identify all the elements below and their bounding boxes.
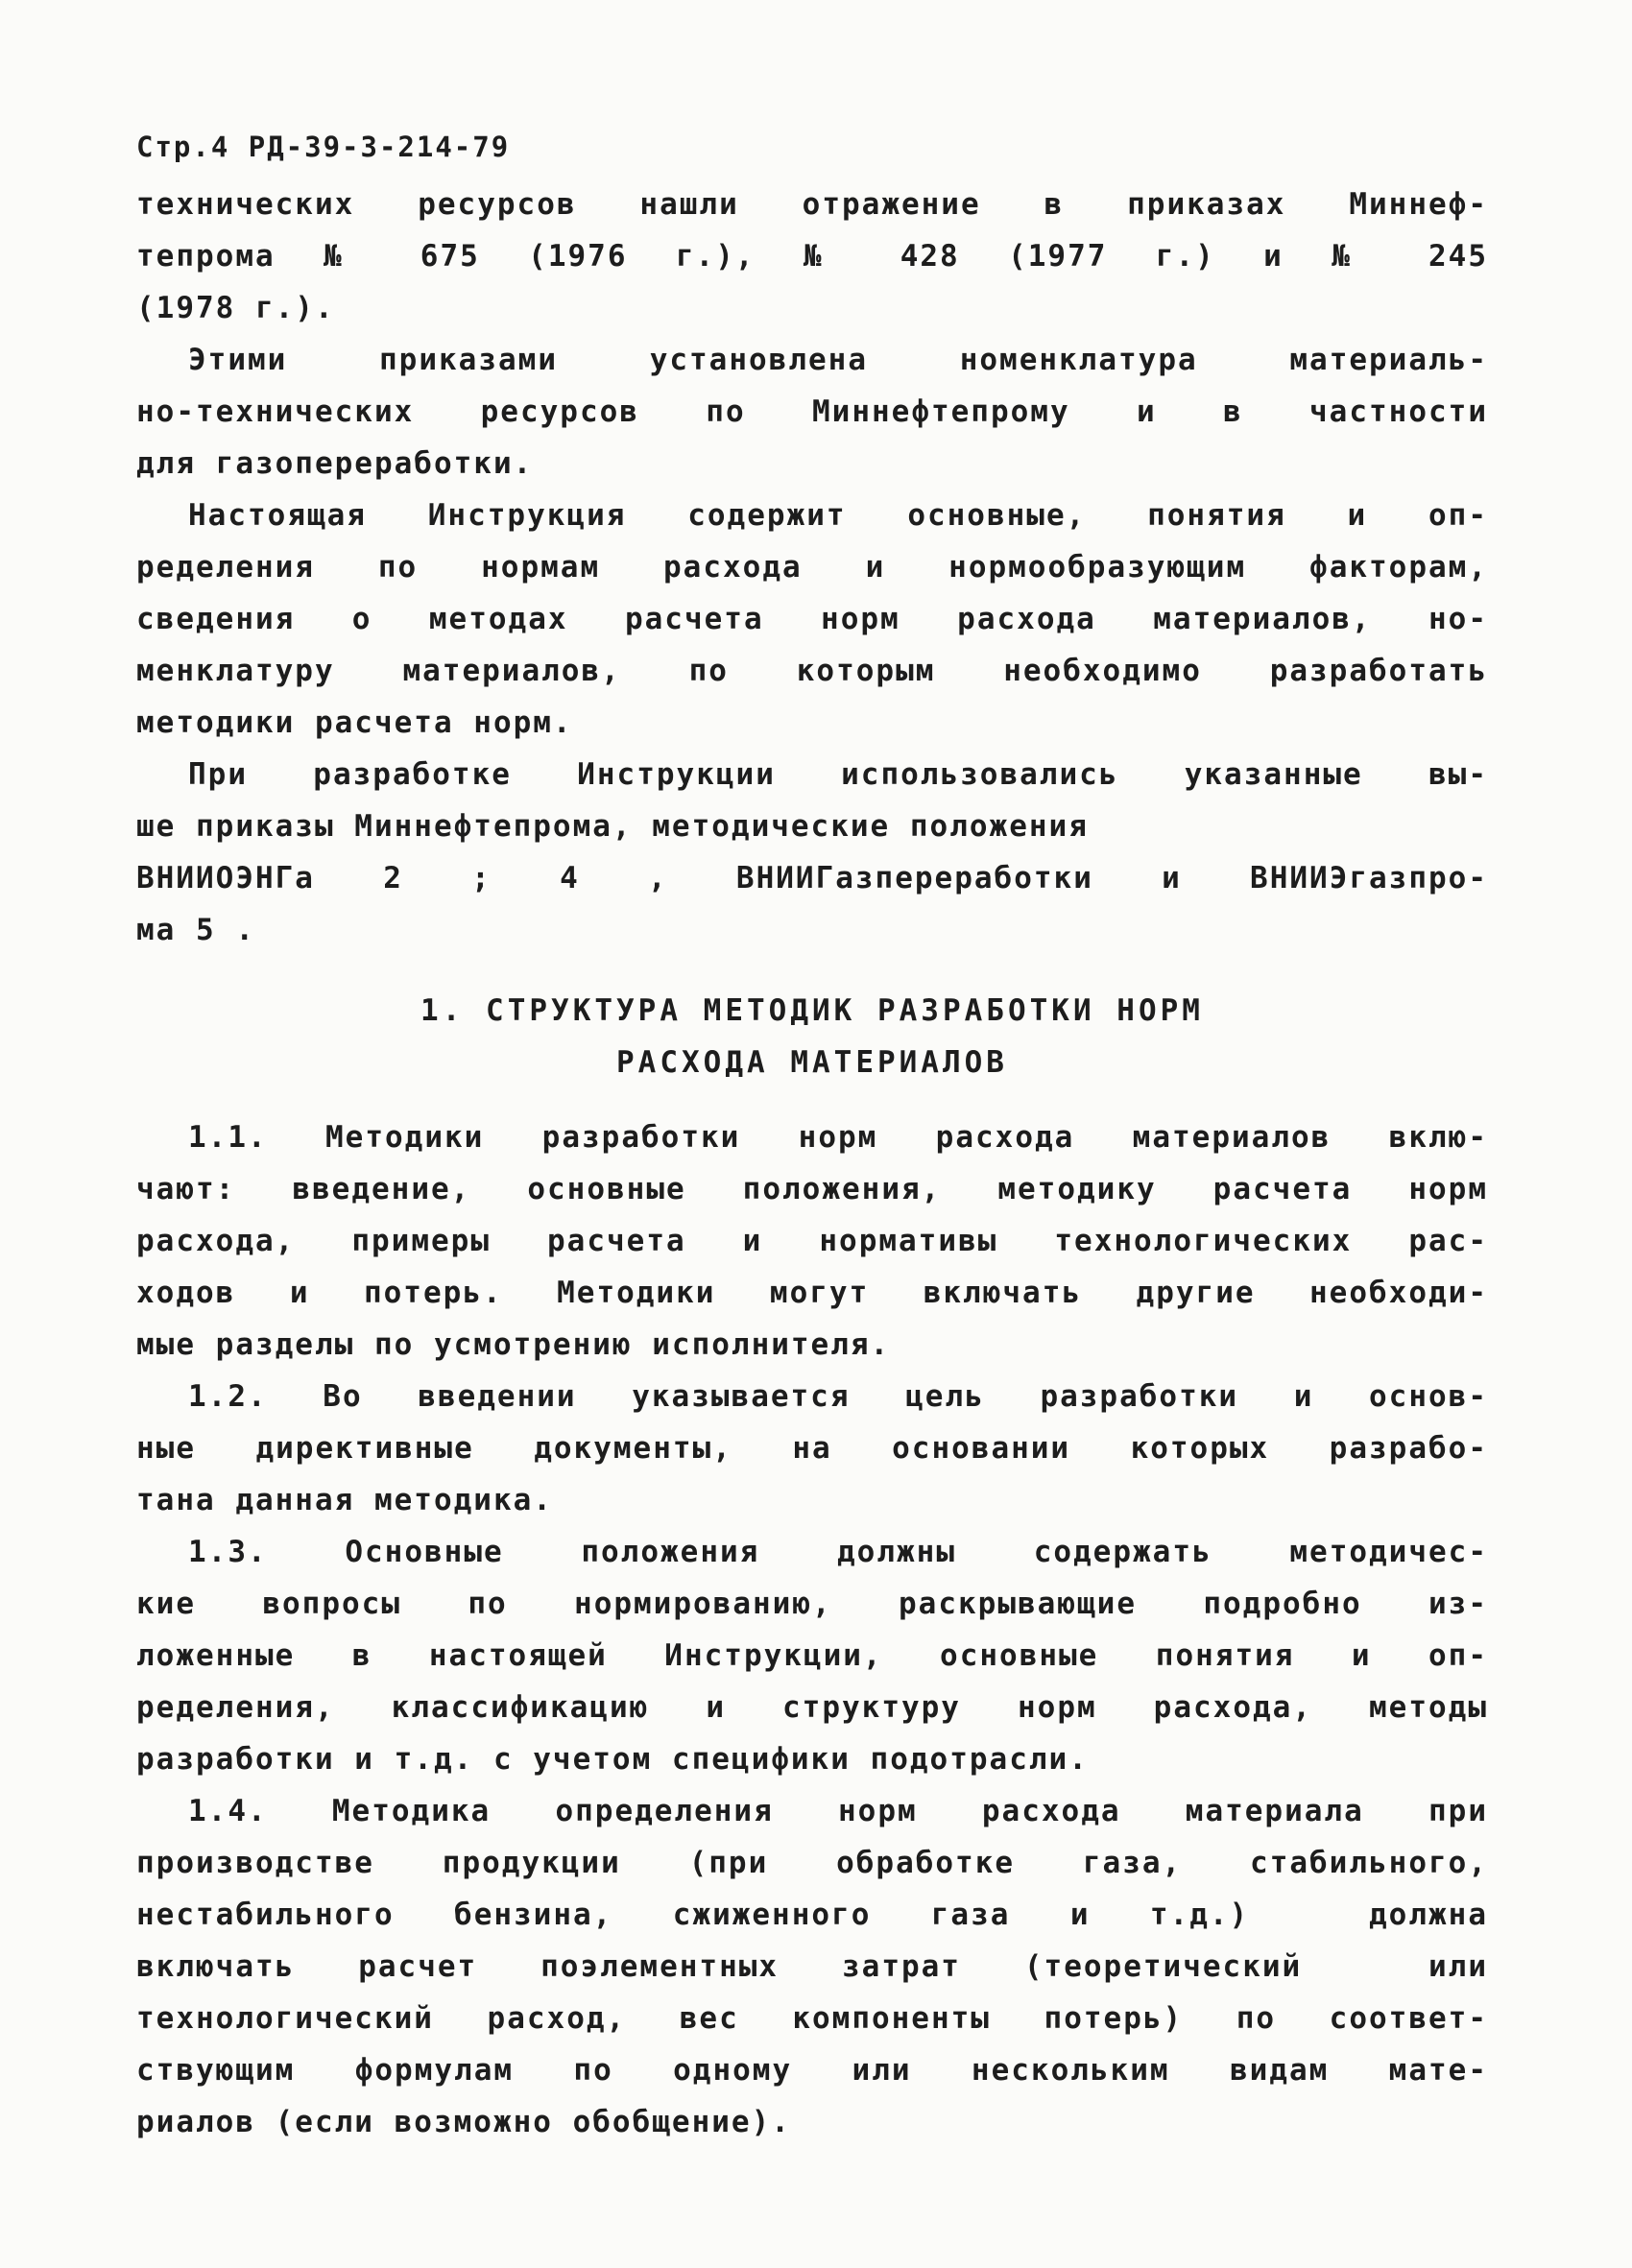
text-line: ВНИИОЭНГа 2 ; 4 , ВНИИГазпереработки и ВНИИЭгазпро- xyxy=(136,861,1488,895)
paragraph xyxy=(136,1111,1488,1371)
paragraph xyxy=(136,334,1488,489)
text-line: риалов (если возможно обобщение). xyxy=(136,2105,791,2139)
text-line: ходов и потерь. Методики могут включать другие необходи- xyxy=(136,1276,1488,1310)
paragraph xyxy=(136,1785,1488,2148)
text-line: ные директивные документы, на основании которых разрабо- xyxy=(136,1431,1488,1466)
text-line: кие вопросы по нормированию, раскрывающие подробно из- xyxy=(136,1587,1488,1621)
text-line: 1.1. Методики разработки норм расхода материалов вклю- xyxy=(188,1120,1488,1155)
text-line: технологический расход, вес компоненты потерь) по соответ- xyxy=(136,2001,1488,2036)
text-line: технических ресурсов нашли отражение в приказах Миннеф- xyxy=(136,187,1488,222)
text-line: разработки и т.д. с учетом специфики подотрасли. xyxy=(136,1742,1089,1777)
text-line: для газопереработки. xyxy=(136,446,534,481)
text-line: тепрома № 675 (1976 г.), № 428 (1977 г.) и № 245 xyxy=(136,239,1488,274)
text-line: тана данная методика. xyxy=(136,1483,553,1517)
text-line: включать расчет поэлементных затрат (теоретический или xyxy=(136,1949,1488,1984)
text-line: 1.4. Методика определения норм расхода материала при xyxy=(188,1794,1488,1828)
text-line: ше приказы Миннефтепрома, методические положения xyxy=(136,809,1089,844)
text-line: ределения, классификацию и структуру норм расхода, методы xyxy=(136,1690,1488,1725)
paragraph xyxy=(136,749,1488,956)
text-line: производстве продукции (при обработке газа, стабильного, xyxy=(136,1846,1488,1880)
text-line: менклатуру материалов, по которым необходимо разработать xyxy=(136,654,1488,688)
text-line: нестабильного бензина, сжиженного газа и т.д.) должна xyxy=(136,1898,1488,1932)
paragraph xyxy=(136,179,1488,334)
page-header: Стр.4 РД-39-3-214-79 xyxy=(136,131,511,163)
section-heading xyxy=(136,985,1488,1088)
text-line: Этими приказами установлена номенклатура материаль- xyxy=(188,343,1488,377)
heading-line: 1. СТРУКТУРА МЕТОДИК РАЗРАБОТКИ НОРМ xyxy=(420,993,1204,1028)
heading-line: РАСХОДА МАТЕРИАЛОВ xyxy=(616,1045,1008,1080)
paragraph xyxy=(136,489,1488,749)
text-line: расхода, примеры расчета и нормативы технологических рас- xyxy=(136,1224,1488,1258)
text-line: но-технических ресурсов по Миннефтепрому и в частности xyxy=(136,394,1488,429)
text-line: чают: введение, основные положения, методику расчета норм xyxy=(136,1172,1488,1206)
text-line: ределения по нормам расхода и нормообразующим факторам, xyxy=(136,550,1488,585)
text-line: мые разделы по усмотрению исполнителя. xyxy=(136,1327,891,1362)
text-line: 1.3. Основные положения должны содержать методичес- xyxy=(188,1535,1488,1569)
text-line: (1978 г.). xyxy=(136,291,335,325)
text-line: сведения о методах расчета норм расхода материалов, но- xyxy=(136,602,1488,636)
paragraph xyxy=(136,1526,1488,1785)
text-line: ствующим формулам по одному или нескольким видам мате- xyxy=(136,2053,1488,2088)
text-line: ма 5 . xyxy=(136,913,255,947)
document-body xyxy=(136,179,1488,2148)
text-line: При разработке Инструкции использовались указанные вы- xyxy=(188,757,1488,792)
text-line: методики расчета норм. xyxy=(136,705,573,740)
text-line: 1.2. Во введении указывается цель разработки и основ- xyxy=(188,1379,1488,1414)
text-line: Настоящая Инструкция содержит основные, понятия и оп- xyxy=(188,498,1488,533)
text-line: ложенные в настоящей Инструкции, основные понятия и оп- xyxy=(136,1638,1488,1673)
paragraph xyxy=(136,1371,1488,1526)
